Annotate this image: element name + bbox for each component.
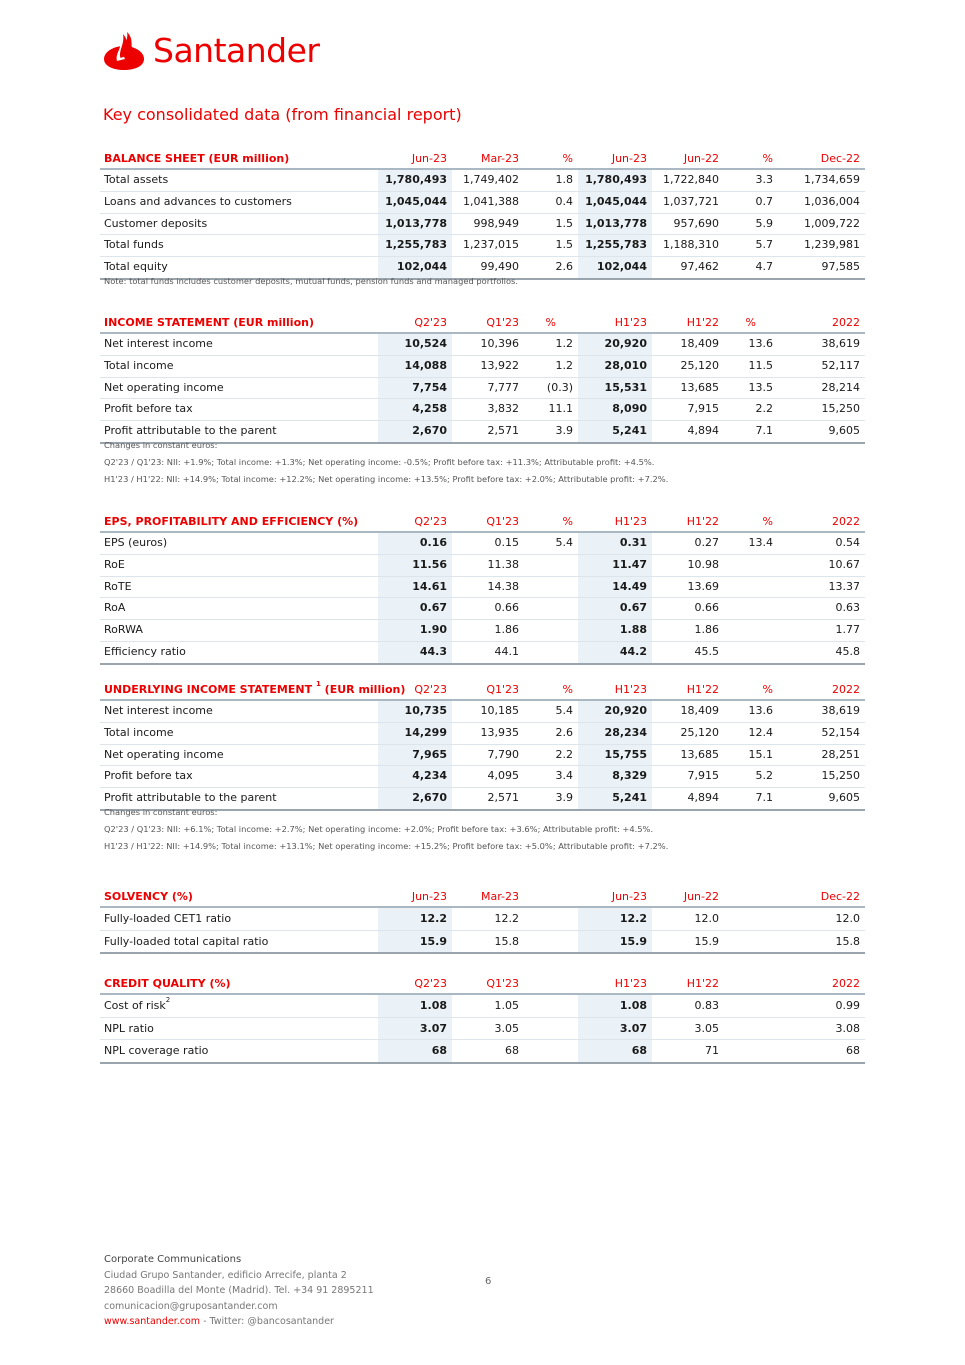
cell-value: 12.0 — [835, 912, 860, 925]
cell-value: 1.08 — [419, 999, 447, 1012]
cell-value: 5.7 — [755, 238, 773, 252]
cell-value: 10.67 — [828, 557, 860, 571]
cell-value: 1,255,783 — [385, 238, 447, 252]
page-title: Key consolidated data (from financial report) — [103, 105, 462, 124]
cell-value: 12.2 — [619, 912, 647, 925]
cell-value: 13,935 — [480, 725, 519, 739]
cell-value: 1,237,015 — [463, 238, 519, 252]
cell-value: 7.1 — [755, 791, 773, 805]
cell-value: 4,894 — [687, 424, 719, 438]
cell-value: 0.7 — [755, 194, 773, 208]
cell-value: 102,044 — [396, 260, 447, 274]
cell-value: 1.2 — [555, 337, 573, 350]
cell-value: 1,255,783 — [585, 238, 647, 252]
cell-value: 28,214 — [821, 380, 860, 394]
cell-value: 13.6 — [748, 704, 773, 717]
cell-value: 9,605 — [828, 791, 860, 805]
column-header: Q2'23 — [414, 515, 447, 528]
cell-value: 0.15 — [494, 536, 519, 549]
cell-value: 7,777 — [487, 380, 519, 394]
column-header: 2022 — [832, 515, 860, 528]
underlying-note-heading: Changes in constant euros: — [104, 807, 218, 817]
cell-value: 1,009,722 — [804, 216, 860, 230]
table-row — [100, 170, 865, 192]
column-header: % — [762, 152, 773, 165]
column-header: Q2'23 — [414, 977, 447, 990]
column-header: Q1'23 — [486, 683, 519, 696]
row-label: Total equity — [104, 260, 168, 274]
cell-value: 9,605 — [828, 424, 860, 438]
column-header: % — [545, 316, 556, 329]
cell-value: 44.2 — [619, 644, 647, 658]
cell-value: 11.56 — [412, 557, 447, 571]
page-number: 6 — [485, 1276, 492, 1287]
row-label: RoRWA — [104, 623, 143, 637]
table-row — [100, 642, 865, 665]
table-row — [100, 577, 865, 599]
cell-value: 97,462 — [680, 260, 719, 274]
row-label: Net interest income — [104, 337, 213, 350]
row-label: Total income — [104, 725, 174, 739]
column-header: H1'23 — [614, 515, 647, 528]
table-row — [100, 378, 865, 400]
credit-quality-table — [100, 973, 865, 1064]
table-header — [100, 886, 865, 908]
cell-value: 2,571 — [487, 424, 519, 438]
column-header: Q1'23 — [486, 316, 519, 329]
cell-value: 11.47 — [612, 557, 647, 571]
cell-value: 13,922 — [480, 358, 519, 372]
cell-value: 3.08 — [835, 1021, 860, 1035]
column-header: H1'22 — [686, 977, 719, 990]
column-header: Jun-23 — [611, 152, 647, 165]
column-header: Q1'23 — [486, 515, 519, 528]
table-title: INCOME STATEMENT (EUR million) — [104, 316, 314, 329]
column-header: Jun-23 — [411, 152, 447, 165]
cell-value: 1.5 — [555, 216, 573, 230]
column-header: H1'22 — [686, 683, 719, 696]
cell-value: 13.5 — [748, 380, 773, 394]
column-header: % — [562, 683, 573, 696]
cell-value: 1.8 — [555, 173, 573, 186]
underlying-note-half-year: H1'23 / H1'22: NII: +14.9%; Total income: +13.1%; Net operating income: +15.2%; Profit before tax: +5.0%; Attributable profit: +7.2%. — [104, 841, 669, 851]
column-header: H1'23 — [614, 683, 647, 696]
cell-value: 1,239,981 — [804, 238, 860, 252]
cell-value: 5.2 — [755, 769, 773, 783]
table-row — [100, 235, 865, 257]
cell-value: 0.99 — [835, 999, 860, 1012]
column-header: Q2'23 — [414, 683, 447, 696]
cell-value: 5,241 — [612, 791, 647, 805]
row-label: Net operating income — [104, 380, 224, 394]
cell-value: 8,090 — [612, 402, 647, 416]
cell-value: 14.49 — [612, 579, 647, 593]
cell-value: 2.6 — [555, 260, 573, 274]
cell-value: 7.1 — [755, 424, 773, 438]
row-label — [104, 995, 170, 1017]
row-label: RoTE — [104, 579, 132, 593]
cell-value: 28,010 — [604, 358, 647, 372]
column-header: H1'23 — [614, 977, 647, 990]
cell-value: 28,234 — [604, 725, 647, 739]
cell-value: 998,949 — [473, 216, 519, 230]
cell-value: 1,013,778 — [585, 216, 647, 230]
cell-value: 1.88 — [619, 623, 647, 637]
footer-email[interactable]: comunicacion@gruposantander.com — [104, 1300, 278, 1312]
eps-profitability-table — [100, 511, 865, 665]
cell-value: 10,396 — [480, 337, 519, 350]
cell-value: 25,120 — [680, 725, 719, 739]
cell-value: 3.05 — [694, 1021, 719, 1035]
cell-value: 3.3 — [755, 173, 773, 186]
cell-value: 1,013,778 — [385, 216, 447, 230]
table-title: CREDIT QUALITY (%) — [104, 977, 231, 990]
cell-value: 0.16 — [419, 536, 447, 549]
row-label: Profit before tax — [104, 769, 193, 783]
table-row — [100, 745, 865, 767]
column-header: Mar-23 — [480, 152, 519, 165]
row-label: NPL coverage ratio — [104, 1044, 209, 1057]
cell-value: 0.27 — [694, 536, 719, 549]
cell-value: 13,685 — [680, 380, 719, 394]
cell-value: 15.8 — [494, 934, 519, 948]
cell-value: 12.0 — [694, 912, 719, 925]
cell-value: 12.4 — [748, 725, 773, 739]
column-header: H1'22 — [686, 316, 719, 329]
row-label: Efficiency ratio — [104, 644, 186, 658]
cell-value: 3,832 — [487, 402, 519, 416]
column-header: Jun-23 — [611, 890, 647, 903]
column-header: % — [562, 515, 573, 528]
income-note-heading: Changes in constant euros: — [104, 440, 218, 450]
income-note-half-year: H1'23 / H1'22: NII: +14.9%; Total income: +12.2%; Net operating income: +13.5%; Profit before tax: +2.0%; Attributable profit: +7.2%. — [104, 474, 669, 484]
table-header — [100, 973, 865, 995]
row-label: RoE — [104, 557, 125, 571]
column-header: % — [562, 152, 573, 165]
column-header: 2022 — [832, 683, 860, 696]
table-title — [104, 679, 405, 701]
cell-value: 13.4 — [748, 536, 773, 549]
cell-value: 1,734,659 — [804, 173, 860, 186]
cell-value: 1,188,310 — [663, 238, 719, 252]
cell-value: 15.9 — [419, 934, 447, 948]
cell-value: 0.66 — [694, 601, 719, 615]
row-label: Net operating income — [104, 747, 224, 761]
cell-value: 3.9 — [555, 791, 573, 805]
table-row — [100, 598, 865, 620]
cell-value: 1.5 — [555, 238, 573, 252]
cell-value: 0.31 — [619, 536, 647, 549]
row-label: EPS (euros) — [104, 536, 168, 549]
santander-logo — [103, 30, 319, 72]
cell-value: 1,037,721 — [663, 194, 719, 208]
table-header — [100, 511, 865, 533]
cell-value: 68 — [505, 1044, 519, 1057]
cell-value: 15,531 — [604, 380, 647, 394]
row-label: Customer deposits — [104, 216, 208, 230]
footer-department: Corporate Communications — [104, 1254, 242, 1265]
row-label: RoA — [104, 601, 126, 615]
cell-value: 3.4 — [555, 769, 573, 783]
table-title-unit: (EUR million) — [324, 683, 406, 696]
cell-value: 15.9 — [619, 934, 647, 948]
cell-value: 99,490 — [480, 260, 519, 274]
cell-value: 15,250 — [821, 402, 860, 416]
solvency-table — [100, 886, 865, 954]
cell-value: 15,250 — [821, 769, 860, 783]
table-row — [100, 533, 865, 555]
cell-value: 2.6 — [555, 725, 573, 739]
column-header: Q2'23 — [414, 316, 447, 329]
footer — [104, 1252, 374, 1330]
row-label: Total funds — [104, 238, 164, 252]
column-header: H1'23 — [614, 316, 647, 329]
row-label: Profit attributable to the parent — [104, 791, 277, 805]
cell-value: 13.6 — [748, 337, 773, 350]
twitter-handle: - Twitter: @bancosantander — [200, 1316, 334, 1327]
cell-value: 2,670 — [412, 424, 447, 438]
cell-value: 5.4 — [555, 704, 573, 717]
table-row — [100, 723, 865, 745]
cell-value: 18,409 — [680, 704, 719, 717]
cell-value: 68 — [431, 1044, 447, 1057]
column-header: Jun-22 — [683, 890, 719, 903]
cell-value: 1.86 — [694, 623, 719, 637]
cell-value: 0.67 — [419, 601, 447, 615]
cell-value: 11.38 — [487, 557, 519, 571]
underlying-income-statement-table — [100, 679, 865, 811]
cell-value: 0.67 — [619, 601, 647, 615]
row-label-text: Cost of risk — [104, 999, 166, 1012]
table-title: SOLVENCY (%) — [104, 890, 193, 903]
cell-value: 68 — [631, 1044, 647, 1057]
cell-value: 8,329 — [612, 769, 647, 783]
table-header — [100, 312, 865, 334]
cell-value: 3.9 — [555, 424, 573, 438]
cell-value: 4,258 — [412, 402, 447, 416]
column-header: % — [745, 316, 756, 329]
cell-value: 52,117 — [821, 358, 860, 372]
cell-value: 0.4 — [555, 194, 573, 208]
brand-name: Santander — [153, 31, 320, 70]
cell-value: 20,920 — [604, 337, 647, 350]
cell-value: 18,409 — [680, 337, 719, 350]
cell-value: 68 — [846, 1044, 860, 1057]
cell-value: 1,041,388 — [463, 194, 519, 208]
cell-value: 4,095 — [487, 769, 519, 783]
cell-value: 44.3 — [419, 644, 447, 658]
table-row — [100, 995, 865, 1018]
row-label: Fully-loaded CET1 ratio — [104, 912, 232, 925]
table-title: BALANCE SHEET (EUR million) — [104, 152, 290, 165]
cell-value: 14,088 — [404, 358, 447, 372]
table-row — [100, 701, 865, 723]
flame-icon — [103, 31, 145, 71]
cell-value: 11.1 — [548, 402, 573, 416]
cell-value: 2,571 — [487, 791, 519, 805]
cell-value: 7,790 — [487, 747, 519, 761]
cell-value: 13.69 — [687, 579, 719, 593]
column-header: Jun-22 — [683, 152, 719, 165]
cell-value: 4.7 — [755, 260, 773, 274]
cell-value: 38,619 — [821, 704, 860, 717]
column-header: Q1'23 — [486, 977, 519, 990]
cell-value: 10,524 — [404, 337, 447, 350]
row-label: NPL ratio — [104, 1021, 154, 1035]
column-header: H1'22 — [686, 515, 719, 528]
balance-sheet-table — [100, 148, 865, 280]
column-header: 2022 — [832, 977, 860, 990]
table-row — [100, 620, 865, 642]
footer-links — [104, 1314, 374, 1330]
cell-value: 7,965 — [412, 747, 447, 761]
cell-value: 0.83 — [694, 999, 719, 1012]
cell-value: 4,234 — [412, 769, 447, 783]
cell-value: 14.38 — [487, 579, 519, 593]
cell-value: (0.3) — [546, 380, 573, 394]
column-header: % — [762, 683, 773, 696]
cell-value: 20,920 — [604, 704, 647, 717]
cell-value: 102,044 — [596, 260, 647, 274]
cell-value: 1,780,493 — [585, 173, 647, 186]
cell-value: 7,754 — [412, 380, 447, 394]
cell-value: 1.86 — [494, 623, 519, 637]
cell-value: 1.05 — [494, 999, 519, 1012]
balance-sheet-note: Note: total funds includes customer deposits, mutual funds, pension funds and managed portfolios. — [104, 276, 519, 286]
table-row — [100, 214, 865, 236]
cell-value: 1,036,004 — [804, 194, 860, 208]
table-row — [100, 908, 865, 931]
footnote-marker: 2 — [165, 996, 171, 1005]
cell-value: 15.1 — [748, 747, 773, 761]
row-label: Total income — [104, 358, 174, 372]
cell-value: 5,241 — [612, 424, 647, 438]
cell-value: 25,120 — [680, 358, 719, 372]
cell-value: 14,299 — [404, 725, 447, 739]
cell-value: 1,749,402 — [463, 173, 519, 186]
cell-value: 1,722,840 — [663, 173, 719, 186]
cell-value: 3.07 — [619, 1021, 647, 1035]
cell-value: 1,045,044 — [385, 194, 447, 208]
cell-value: 3.07 — [419, 1021, 447, 1035]
cell-value: 13,685 — [680, 747, 719, 761]
cell-value: 1.77 — [835, 623, 860, 637]
cell-value: 3.05 — [494, 1021, 519, 1035]
cell-value: 71 — [705, 1044, 719, 1057]
table-row — [100, 356, 865, 378]
column-header: % — [762, 515, 773, 528]
income-note-quarterly: Q2'23 / Q1'23: NII: +1.9%; Total income: +1.3%; Net operating income: -0.5%; Profit before tax: +11.3%; Attributable profit: +4.5%. — [104, 457, 655, 467]
row-label: Profit before tax — [104, 402, 193, 416]
website-link[interactable]: www.santander.com — [104, 1316, 201, 1327]
cell-value: 52,154 — [821, 725, 860, 739]
cell-value: 1.2 — [555, 358, 573, 372]
cell-value: 97,585 — [821, 260, 860, 274]
cell-value: 44.1 — [494, 644, 519, 658]
cell-value: 1.90 — [419, 623, 447, 637]
table-row — [100, 399, 865, 421]
table-row — [100, 1040, 865, 1064]
column-header: Dec-22 — [820, 890, 860, 903]
table-row — [100, 192, 865, 214]
cell-value: 0.63 — [835, 601, 860, 615]
table-row — [100, 931, 865, 955]
cell-value: 28,251 — [821, 747, 860, 761]
cell-value: 1,045,044 — [585, 194, 647, 208]
cell-value: 0.66 — [494, 601, 519, 615]
table-header — [100, 679, 865, 701]
cell-value: 10,735 — [404, 704, 447, 717]
cell-value: 11.5 — [748, 358, 773, 372]
cell-value: 5.4 — [555, 536, 573, 549]
cell-value: 1,780,493 — [385, 173, 447, 186]
cell-value: 1.08 — [619, 999, 647, 1012]
cell-value: 0.54 — [835, 536, 860, 549]
column-header: 2022 — [832, 316, 860, 329]
row-label: Fully-loaded total capital ratio — [104, 934, 269, 948]
cell-value: 15.9 — [694, 934, 719, 948]
table-title-text: UNDERLYING INCOME STATEMENT — [104, 683, 313, 696]
cell-value: 38,619 — [821, 337, 860, 350]
cell-value: 10.98 — [687, 557, 719, 571]
row-label: Loans and advances to customers — [104, 194, 292, 208]
footer-address-line-2: 28660 Boadilla del Monte (Madrid). Tel. +34 91 2895211 — [104, 1285, 374, 1296]
row-label: Profit attributable to the parent — [104, 424, 277, 438]
underlying-note-quarterly: Q2'23 / Q1'23: NII: +6.1%; Total income: +2.7%; Net operating income: +2.0%; Profit before tax: +3.6%; Attributable profit: +4.5%. — [104, 824, 654, 834]
column-header: Jun-23 — [411, 890, 447, 903]
cell-value: 957,690 — [673, 216, 719, 230]
footer-address-line-1: Ciudad Grupo Santander, edificio Arrecife, planta 2 — [104, 1269, 347, 1281]
cell-value: 45.5 — [694, 644, 719, 658]
cell-value: 2.2 — [555, 747, 573, 761]
column-header: Mar-23 — [480, 890, 519, 903]
cell-value: 12.2 — [494, 912, 519, 925]
table-row — [100, 1018, 865, 1041]
cell-value: 7,915 — [687, 769, 719, 783]
cell-value: 10,185 — [480, 704, 519, 717]
table-row — [100, 766, 865, 788]
cell-value: 4,894 — [687, 791, 719, 805]
table-header — [100, 148, 865, 170]
cell-value: 13.37 — [828, 579, 860, 593]
cell-value: 2,670 — [412, 791, 447, 805]
cell-value: 15,755 — [604, 747, 647, 761]
table-title: EPS, PROFITABILITY AND EFFICIENCY (%) — [104, 515, 359, 528]
income-statement-table — [100, 312, 865, 444]
table-row — [100, 334, 865, 356]
row-label: Total assets — [104, 173, 169, 186]
cell-value: 15.8 — [835, 934, 860, 948]
column-header: Dec-22 — [820, 152, 860, 165]
footnote-marker: 1 — [315, 680, 321, 689]
table-row — [100, 555, 865, 577]
cell-value: 14.61 — [412, 579, 447, 593]
cell-value: 5.9 — [755, 216, 773, 230]
row-label: Net interest income — [104, 704, 213, 717]
cell-value: 45.8 — [835, 644, 860, 658]
cell-value: 7,915 — [687, 402, 719, 416]
cell-value: 12.2 — [419, 912, 447, 925]
cell-value: 2.2 — [755, 402, 773, 416]
